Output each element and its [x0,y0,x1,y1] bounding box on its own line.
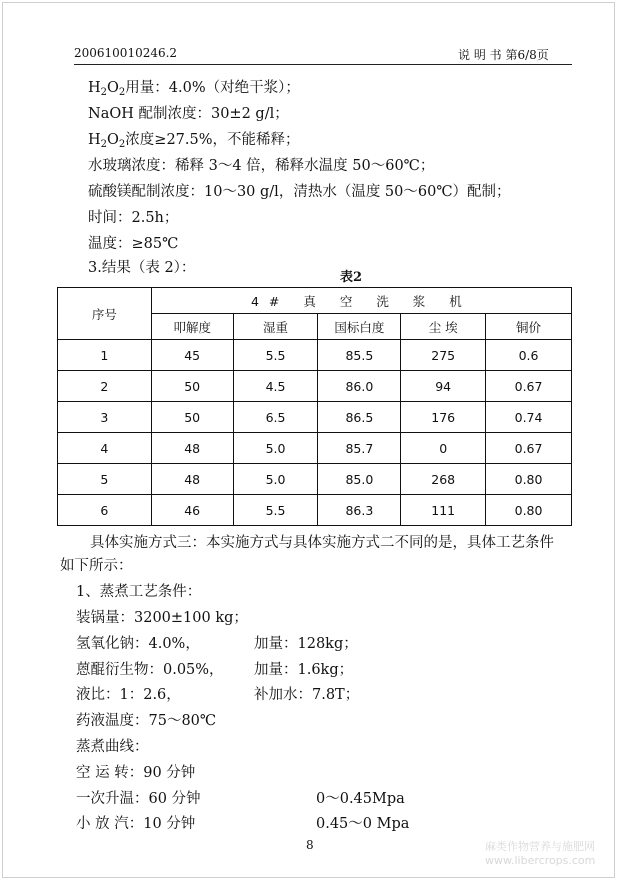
table-cell: 1 [58,340,152,371]
table-row [58,371,572,402]
header-page-info: 说 明 书 第6/8页 [458,48,549,62]
table-cell: 0.67 [486,371,572,402]
magnesium-sulfate-line: 硫酸镁配制浓度：10～30 g/l，清热水（温度 50～60℃）配制； [88,184,511,200]
table-cell: 0.80 [486,464,572,495]
table-cell: 6.5 [233,402,318,433]
sodium-hydroxide-line: 氢氧化钠：4.0%， [76,636,200,652]
first-heating-line: 一次升温：60 分钟 [76,791,201,807]
results-table [57,287,572,526]
table-cell: 85.0 [318,464,401,495]
table-row [58,402,572,433]
table-cell: 86.5 [318,402,401,433]
col-header: 国标白度 [318,314,401,340]
results-heading: 3.结果（表 2）： [88,260,196,276]
table-cell: 4 [58,433,152,464]
col-header: 铜价 [486,314,572,340]
cooking-curve-heading: 蒸煮曲线： [76,739,149,755]
table-cell: 48 [151,433,233,464]
table-cell: 4.5 [233,371,318,402]
table-cell: 0.6 [486,340,572,371]
table-cell: 50 [151,371,233,402]
col-header: 尘 埃 [401,314,486,340]
page-number: 8 [306,838,314,852]
table-cell: 268 [401,464,486,495]
naoh-concentration-line: NaOH 配制浓度：30±2 g/l； [88,106,289,122]
small-steam-release-pressure: 0.45～0 Mpa [316,816,410,832]
liquor-temperature-line: 药液温度：75～80℃ [76,713,217,729]
machine-header: 4# 真 空 洗 浆 机 [151,288,571,314]
first-heating-pressure: 0～0.45Mpa [316,791,405,807]
table-cell: 86.3 [318,495,401,526]
table-cell: 6 [58,495,152,526]
anthraquinone-amount: 加量：1.6kg； [254,662,354,678]
table-cell: 111 [401,495,486,526]
embodiment-three-continuation: 如下所示： [60,558,133,574]
table-row [58,433,572,464]
table-cell: 176 [401,402,486,433]
liquor-ratio-line: 液比：1：2.6， [76,687,181,703]
table-row [58,464,572,495]
table-cell: 85.5 [318,340,401,371]
table-cell: 0 [401,433,486,464]
table-cell: 2 [58,371,152,402]
document-number: 200610010246.2 [74,46,178,60]
col-header: 湿重 [233,314,318,340]
table-cell: 275 [401,340,486,371]
header-rule [74,64,572,65]
water-glass-line: 水玻璃浓度：稀释 3～4 倍，稀释水温度 50～60℃； [88,158,435,174]
table-cell: 5.5 [233,340,318,371]
embodiment-three-paragraph: 具体实施方式三：本实施方式与具体实施方式二不同的是，具体工艺条件 [90,535,554,551]
table-cell: 85.7 [318,433,401,464]
table-cell: 46 [151,495,233,526]
h2o2-concentration-line: $H_2O_2$浓度≥27.5%，不能稀释； [88,132,300,150]
added-water-line: 补加水：7.8T； [254,687,360,703]
cooking-conditions-heading: 1、蒸煮工艺条件： [76,584,202,600]
table-cell: 5.5 [233,495,318,526]
watermark-line: 麻类作物营养与施肥网 [485,840,595,853]
col-header: 叩解度 [151,314,233,340]
anthraquinone-line: 蒽醌衍生物：0.05%， [76,662,224,678]
table-cell: 0.67 [486,433,572,464]
table-cell: 45 [151,340,233,371]
sodium-hydroxide-amount: 加量：128kg； [254,636,358,652]
table-cell: 5 [58,464,152,495]
table-cell: 94 [401,371,486,402]
table-cell: 86.0 [318,371,401,402]
col-seq-header: 序号 [58,288,152,340]
table-row [58,495,572,526]
table-cell: 0.74 [486,402,572,433]
table-cell: 3 [58,402,152,433]
watermark-line: www.libercrops.com [485,854,596,867]
table-caption: 表2 [340,270,363,285]
table-cell: 5.0 [233,464,318,495]
table-row [58,340,572,371]
idle-run-line: 空 运 转：90 分钟 [76,765,196,781]
charge-amount-line: 装锅量：3200±100 kg； [76,610,248,626]
table-cell: 50 [151,402,233,433]
table-cell: 0.80 [486,495,572,526]
watermark [485,840,595,868]
time-line: 时间：2.5h； [88,210,179,226]
small-steam-release-line: 小 放 汽：10 分钟 [76,816,196,832]
table-cell: 48 [151,464,233,495]
temperature-line: 温度：≥85℃ [88,236,179,252]
h2o2-dosage-line: $H_2O_2$用量：4.0%（对绝干浆）； [88,80,300,98]
table-cell: 5.0 [233,433,318,464]
